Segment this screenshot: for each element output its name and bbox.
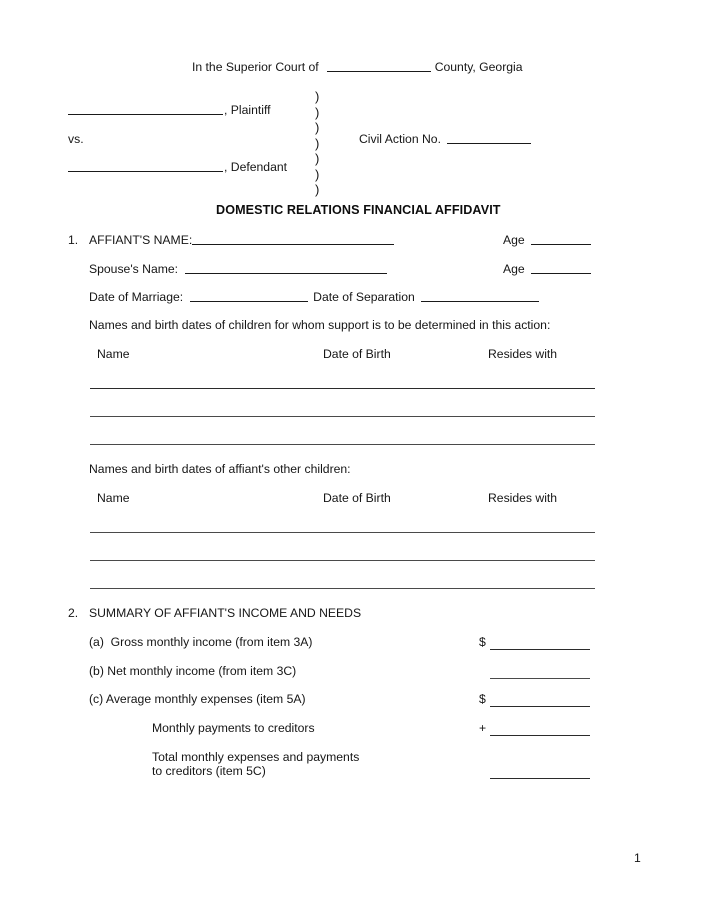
affiant-age-label: Age bbox=[503, 233, 525, 247]
caption-paren-glyph: ) bbox=[315, 151, 320, 166]
spouse-age-label: Age bbox=[503, 262, 525, 276]
creditor-payments-label: Monthly payments to creditors bbox=[152, 721, 315, 735]
caption-paren-glyph: ) bbox=[315, 182, 320, 197]
affiant-age-blank[interactable] bbox=[531, 233, 591, 245]
date-of-separation-label: Date of Separation bbox=[313, 290, 415, 304]
income-item-a-label: (a) Gross monthly income (from item 3A) bbox=[89, 635, 313, 649]
court-heading-line bbox=[192, 60, 523, 75]
total-expenses-label-line2: to creditors (item 5C) bbox=[152, 764, 266, 778]
affiant-name-blank[interactable] bbox=[192, 233, 394, 245]
support-children-entry-line[interactable] bbox=[90, 444, 595, 445]
spouse-age-blank[interactable] bbox=[531, 262, 591, 274]
income-item-b-label: (b) Net monthly income (from item 3C) bbox=[89, 664, 297, 678]
income-item-c-label: (c) Average monthly expenses (item 5A) bbox=[89, 692, 306, 706]
plaintiff-label: , Plaintiff bbox=[224, 103, 271, 117]
court-heading-prefix: In the Superior Court of bbox=[192, 60, 319, 74]
income-item-c-blank[interactable] bbox=[490, 706, 590, 707]
spouse-name-label: Spouse's Name: bbox=[89, 262, 179, 276]
caption-paren-glyph: ) bbox=[315, 166, 320, 182]
support-children-entry-line[interactable] bbox=[90, 388, 595, 389]
support-table-header-dob: Date of Birth bbox=[323, 347, 391, 361]
other-table-header-name: Name bbox=[97, 491, 130, 505]
document-title: DOMESTIC RELATIONS FINANCIAL AFFIDAVIT bbox=[216, 203, 501, 217]
total-expenses-blank[interactable] bbox=[490, 778, 590, 779]
caption-paren-glyph: ) bbox=[315, 104, 320, 120]
other-children-intro: Names and birth dates of affiant's other children: bbox=[89, 462, 351, 476]
spouse-age-row bbox=[503, 262, 591, 277]
other-table-header-resides: Resides with bbox=[488, 491, 558, 505]
date-of-marriage-blank[interactable] bbox=[190, 290, 308, 302]
plaintiff-name-blank[interactable] bbox=[68, 103, 223, 115]
other-children-entry-line[interactable] bbox=[90, 588, 595, 589]
caption-paren-glyph: ) bbox=[315, 89, 320, 104]
other-table-header-dob: Date of Birth bbox=[323, 491, 391, 505]
section2-number: 2. bbox=[68, 606, 79, 620]
spouse-name-row bbox=[89, 262, 387, 277]
income-item-b-blank[interactable] bbox=[490, 678, 590, 679]
date-of-separation-blank[interactable] bbox=[421, 290, 539, 302]
support-table-header-resides: Resides with bbox=[488, 347, 558, 361]
civil-action-number-blank[interactable] bbox=[447, 132, 531, 144]
civil-action-label: Civil Action No. bbox=[359, 132, 441, 146]
section2-heading: SUMMARY OF AFFIANT'S INCOME AND NEEDS bbox=[89, 606, 362, 620]
versus-label: vs. bbox=[68, 132, 84, 146]
income-item-a-blank[interactable] bbox=[490, 649, 590, 650]
caption-paren-glyph: ) bbox=[315, 120, 320, 135]
creditor-payments-symbol: + bbox=[479, 721, 487, 735]
total-expenses-label-line1: Total monthly expenses and payments bbox=[152, 750, 360, 764]
affiant-name-label: AFFIANT'S NAME: bbox=[89, 233, 193, 247]
caption-paren-glyph: ) bbox=[315, 135, 320, 151]
other-children-entry-line[interactable] bbox=[90, 532, 595, 533]
section1-number: 1. bbox=[68, 233, 79, 247]
civil-action-line bbox=[359, 132, 531, 147]
spouse-name-blank[interactable] bbox=[185, 262, 387, 274]
date-of-marriage-label: Date of Marriage: bbox=[89, 290, 184, 304]
income-item-c-symbol: $ bbox=[479, 692, 486, 706]
court-heading-suffix: County, Georgia bbox=[434, 60, 523, 74]
affiant-age-row bbox=[503, 233, 591, 248]
other-children-entry-line[interactable] bbox=[90, 560, 595, 561]
defendant-label: , Defendant bbox=[224, 160, 288, 174]
county-blank-field[interactable] bbox=[327, 60, 431, 72]
support-children-intro: Names and birth dates of children for whom support is to be determined in this action: bbox=[89, 318, 551, 332]
support-table-header-name: Name bbox=[97, 347, 130, 361]
defendant-name-blank[interactable] bbox=[68, 160, 223, 172]
creditor-payments-blank[interactable] bbox=[490, 735, 590, 736]
page-number: 1 bbox=[634, 851, 641, 865]
income-item-a-symbol: $ bbox=[479, 635, 486, 649]
support-children-entry-line[interactable] bbox=[90, 416, 595, 417]
affiant-name-row bbox=[89, 233, 394, 248]
marriage-separation-row bbox=[89, 290, 539, 305]
